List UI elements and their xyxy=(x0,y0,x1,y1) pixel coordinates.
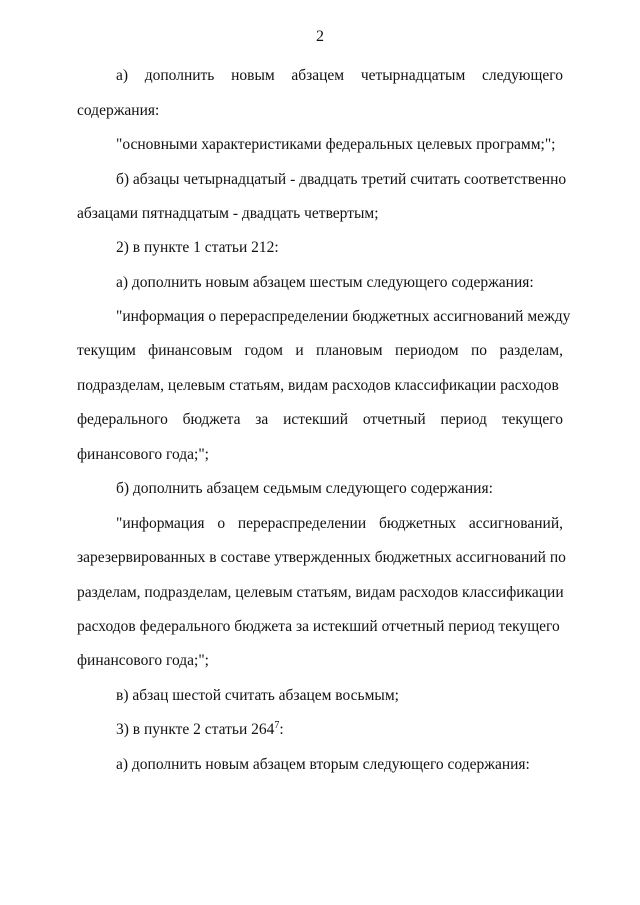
paragraph-8-line-3: разделам, подразделам, целевым статьям, видам расходов классификации xyxy=(77,584,564,601)
word: бюджета xyxy=(182,411,241,428)
word: ассигнований, xyxy=(468,515,563,532)
word: периодом xyxy=(394,342,459,359)
word: отчетный xyxy=(362,411,426,428)
word: плановым xyxy=(316,342,383,359)
paragraph-1-line-2: содержания: xyxy=(77,102,160,119)
paragraph-8-line-2: зарезервированных в составе утвержденных бюджетных ассигнований по xyxy=(77,549,566,566)
word: "информация xyxy=(116,515,205,532)
word: а) xyxy=(116,67,129,84)
word: по xyxy=(471,342,488,359)
word: четырнадцатым xyxy=(360,67,466,84)
word: новым xyxy=(231,67,275,84)
paragraph-8-line-4: расходов федерального бюджета за истекший отчетный период текущего xyxy=(77,618,560,635)
word: о xyxy=(217,515,226,532)
paragraph-10-text: 3) в пункте 2 статьи 264 xyxy=(116,721,275,738)
paragraph-6-line-4 xyxy=(77,410,563,430)
paragraph-11: а) дополнить новым абзацем вторым следующего содержания: xyxy=(116,756,530,773)
paragraph-4: 2) в пункте 1 статьи 212: xyxy=(116,239,279,256)
paragraph-10-suffix: : xyxy=(279,721,284,738)
superscript-7: 7 xyxy=(274,720,280,731)
paragraph-6-line-5: финансового года;"; xyxy=(77,446,209,463)
word: за xyxy=(255,411,269,428)
word: годом xyxy=(244,342,283,359)
paragraph-8-line-1 xyxy=(116,514,563,534)
paragraph-3-line-1: б) абзацы четырнадцатый - двадцать третий считать соответственно xyxy=(116,171,567,188)
word: текущим xyxy=(77,342,136,359)
word: период xyxy=(440,411,487,428)
paragraph-6-line-2 xyxy=(77,341,563,361)
word: федерального xyxy=(77,411,168,428)
word: истекший xyxy=(283,411,349,428)
word: дополнить xyxy=(144,67,215,84)
paragraph-7: б) дополнить абзацем седьмым следующего содержания: xyxy=(116,480,493,497)
paragraph-6-line-1: "информация о перераспределении бюджетных ассигнований между xyxy=(116,308,571,325)
paragraph-9: в) абзац шестой считать абзацем восьмым; xyxy=(116,687,399,704)
paragraph-3-line-2: абзацами пятнадцатым - двадцать четвертым; xyxy=(77,205,379,222)
word: финансовым xyxy=(148,342,233,359)
paragraph-5: а) дополнить новым абзацем шестым следующего содержания: xyxy=(116,274,534,291)
page-number: 2 xyxy=(316,28,324,45)
paragraph-2: "основными характеристиками федеральных целевых программ;"; xyxy=(116,136,556,153)
paragraph-1-line-1 xyxy=(116,66,563,86)
paragraph-10 xyxy=(116,720,284,740)
word: следующего xyxy=(481,67,563,84)
paragraph-6-line-3: подразделам, целевым статьям, видам расходов классификации расходов xyxy=(77,377,559,394)
word: бюджетных xyxy=(378,515,457,532)
word: и xyxy=(295,342,304,359)
word: текущего xyxy=(501,411,563,428)
word: абзацем xyxy=(291,67,345,84)
word: разделам, xyxy=(499,342,563,359)
word: перераспределении xyxy=(237,515,367,532)
paragraph-8-line-5: финансового года;"; xyxy=(77,652,209,669)
